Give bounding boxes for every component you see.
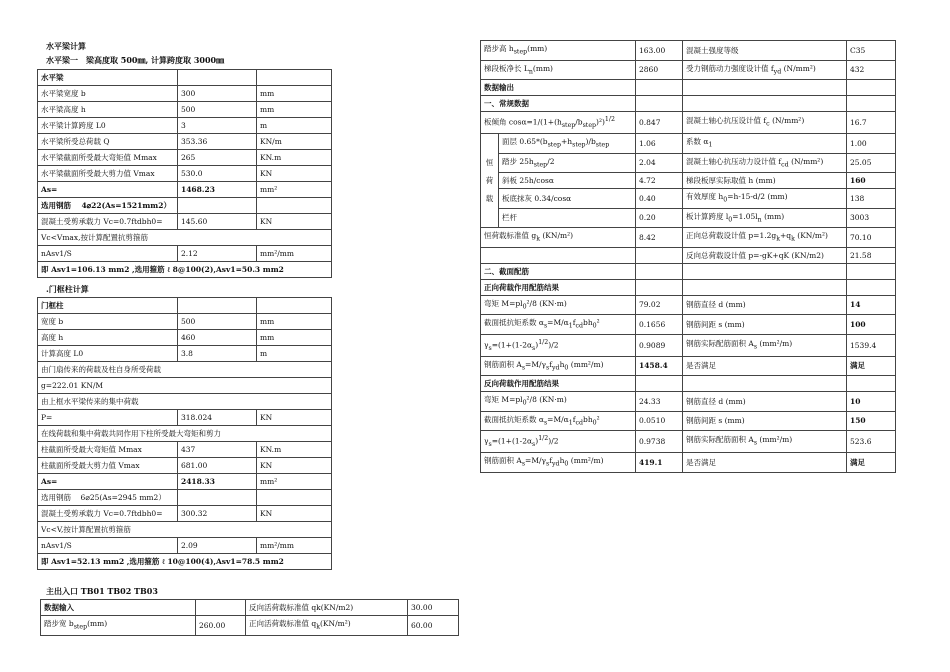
table-row — [38, 410, 332, 426]
table-cell: $\gamma_s=(1+(1-2\alpha_s)^{1/2})/2$ — [481, 431, 636, 453]
table-cell: 截面抵抗矩系数 $\alpha_s=M/\alpha_1f_{cd}bh_0^2$ — [481, 315, 636, 335]
table-cell: 钢筋实际配筋面积 $A_s$ (mm²/m) — [683, 431, 847, 453]
table-cell: mm² — [257, 474, 332, 490]
table-row — [38, 458, 332, 474]
table-cell: 10 — [847, 392, 896, 412]
column-table — [37, 297, 332, 570]
table-cell: 460 — [178, 330, 257, 346]
table-cell: 水平梁高度 h — [38, 102, 178, 118]
table-cell: 板底抹灰 0.34/cosα — [499, 189, 636, 209]
combo-note: 在线荷载和集中荷载共同作用下柱所受最大弯矩和剪力 — [38, 426, 332, 442]
table-cell: 计算高度 L0 — [38, 346, 178, 362]
beam-note: Vc<Vmax,按计算配置抗剪箍筋 — [38, 230, 332, 246]
section-2: 二、截面配筋 — [481, 263, 636, 279]
table-cell: KN — [257, 458, 332, 474]
table-cell — [178, 490, 257, 506]
table-row — [481, 189, 896, 209]
table-cell: 523.6 — [847, 431, 896, 453]
table-cell: KN — [257, 166, 332, 182]
table-cell: 栏杆 — [499, 208, 636, 228]
table-cell: 163.00 — [636, 41, 683, 61]
table-cell: 70.10 — [847, 228, 896, 248]
input-header: 数据输入 — [41, 600, 196, 616]
table-cell: 0.1656 — [636, 315, 683, 335]
table-cell: 反向总荷载设计值 p=-gK+qK (KN/m2) — [683, 247, 847, 263]
table-cell: 79.02 — [636, 295, 683, 315]
table-cell: 30.00 — [408, 600, 459, 616]
table-cell: m — [257, 118, 332, 134]
load-note-1: 由门扇传来的荷载及柱自身所受荷载 — [38, 362, 332, 378]
table-row — [38, 474, 332, 490]
table-cell — [847, 80, 896, 96]
table-cell: 水平梁截面所受最大弯矩值 Mmax — [38, 150, 178, 166]
table-row — [38, 538, 332, 554]
table-cell: KN.m — [257, 442, 332, 458]
table-cell — [636, 279, 683, 295]
steel-row — [38, 198, 332, 214]
table-cell: As= — [38, 474, 178, 490]
steel-label: 选用钢筋 — [41, 493, 71, 502]
table-row — [481, 295, 896, 315]
table-cell: 0.0510 — [636, 411, 683, 431]
table-cell: 弯矩 $M=pl_0^2/8$ (KN·m) — [481, 295, 636, 315]
table-cell: 钢筋直径 d (mm) — [683, 392, 847, 412]
table-cell: As= — [38, 182, 178, 198]
table-cell — [178, 198, 257, 214]
column-note: Vc<V,按计算配置抗剪箍筋 — [38, 522, 332, 538]
table-cell: 踏步 $25h_{step}/2$ — [499, 153, 636, 173]
table-cell: mm² — [257, 182, 332, 198]
table-cell: 432 — [847, 60, 896, 80]
table-cell: 踏步宽 $b_{step}(mm)$ — [41, 616, 196, 636]
table-cell: 水平梁宽度 b — [38, 86, 178, 102]
table-cell: 钢筋面积 $A_s=M/\gamma_sf_{yd}h_0$ (mm²/m) — [481, 356, 636, 376]
table-cell: KN/m — [257, 134, 332, 150]
table-cell: mm²/mm — [257, 246, 332, 262]
table-cell: 2.04 — [636, 153, 683, 173]
table-cell: 钢筋实际配筋面积 $A_s$ (mm²/m) — [683, 334, 847, 356]
table-cell: mm — [257, 102, 332, 118]
table-cell: 有效厚度 $h_0=h-15-d/2$ (mm) — [683, 189, 847, 209]
table-cell: KN — [257, 214, 332, 230]
table-cell: 柱截面所受最大剪力值 Vmax — [38, 458, 178, 474]
table-cell: 反向活荷载标准值 qk(KN/m2) — [246, 600, 408, 616]
table-cell: mm — [257, 330, 332, 346]
table-row — [481, 453, 896, 473]
table-cell: 145.60 — [178, 214, 257, 230]
table-row — [38, 182, 332, 198]
table-cell: 正向活荷载标准值 $q_k(KN/m^2)$ — [246, 616, 408, 636]
table-cell: 100 — [847, 315, 896, 335]
table-row — [481, 134, 896, 154]
table-row — [481, 431, 896, 453]
table-row — [481, 356, 896, 376]
table-cell: 530.0 — [178, 166, 257, 182]
table-cell: 梯段板净长 $L_n(mm)$ — [481, 60, 636, 80]
table-cell: 是否满足 — [683, 356, 847, 376]
steel-value: 6⌀25(As=2945 mm2） — [80, 493, 166, 502]
table-cell: 是否满足 — [683, 453, 847, 473]
table-cell: 混凝土受剪承载力 Vc=0.7ftdbh0= — [38, 506, 178, 522]
column-title: .门框柱计算 — [46, 284, 89, 294]
table-cell — [257, 70, 332, 86]
load-value-1: g=222.01 KN/M — [38, 378, 332, 394]
table-cell: 混凝土轴心抗压动力设计值 $f_{cd}$ (N/mm²) — [683, 153, 847, 173]
beam-header: 水平梁 — [38, 70, 178, 86]
table-cell: 受力钢筋动力强度设计值 $f_{yd}$ (N/mm²) — [683, 60, 847, 80]
table-cell: 25.05 — [847, 153, 896, 173]
table-cell: 梯段板厚实际取值 h (mm) — [683, 173, 847, 189]
table-cell: nAsv1/S — [38, 246, 178, 262]
table-cell: P= — [38, 410, 178, 426]
table-cell: C35 — [847, 41, 896, 61]
steel-value: 4⌀22(As=1521mm2） — [81, 201, 171, 210]
table-cell: 0.40 — [636, 189, 683, 209]
table-cell: mm²/mm — [257, 538, 332, 554]
output-header: 数据输出 — [481, 80, 636, 96]
table-cell: 板倾角 $\cos\alpha=1/(1+(h_{step}/b_{step})^2)^{1/2}$ — [481, 112, 636, 134]
table-cell: 265 — [178, 150, 257, 166]
table-row — [481, 208, 896, 228]
table-cell — [847, 263, 896, 279]
table-cell: 钢筋面积 $A_s=M/\gamma_sf_{yd}h_0$ (mm²/m) — [481, 453, 636, 473]
table-cell: 21.58 — [847, 247, 896, 263]
table-cell — [636, 376, 683, 392]
table-cell: 2.09 — [178, 538, 257, 554]
table-cell — [481, 247, 636, 263]
table-cell: 钢筋间距 s (mm) — [683, 315, 847, 335]
table-row — [481, 41, 896, 61]
table-cell — [636, 96, 683, 112]
table-row — [481, 411, 896, 431]
table-cell: 318.024 — [178, 410, 257, 426]
table-cell — [178, 298, 257, 314]
table-cell: mm — [257, 86, 332, 102]
table-row — [38, 86, 332, 102]
table-cell — [257, 490, 332, 506]
table-row — [38, 166, 332, 182]
table-cell: 300.32 — [178, 506, 257, 522]
table-row — [481, 315, 896, 335]
stair-title: 主出入口 TB01 TB02 TB03 — [46, 586, 158, 596]
table-cell: KN — [257, 410, 332, 426]
table-cell: 419.1 — [636, 453, 683, 473]
table-cell: 1468.23 — [178, 182, 257, 198]
table-cell: 1458.4 — [636, 356, 683, 376]
table-row — [481, 334, 896, 356]
column-header: 门框柱 — [38, 298, 178, 314]
table-cell: 0.9738 — [636, 431, 683, 453]
table-cell: 满足 — [847, 453, 896, 473]
table-row — [481, 247, 896, 263]
table-cell: 踏步高 $h_{step}(mm)$ — [481, 41, 636, 61]
table-cell: 260.00 — [196, 616, 246, 636]
table-cell: 150 — [847, 411, 896, 431]
table-cell: 300 — [178, 86, 257, 102]
table-cell: 24.33 — [636, 392, 683, 412]
table-cell: 16.7 — [847, 112, 896, 134]
table-row — [41, 600, 459, 616]
table-cell: 面层 $0.65*(b_{step}+h_{step})/b_{step}$ — [499, 134, 636, 154]
table-cell: KN — [257, 506, 332, 522]
table-cell — [178, 70, 257, 86]
table-cell: 弯矩 $M=pl_0^2/8$ (KN·m) — [481, 392, 636, 412]
table-cell: 混凝土受剪承载力 Vc=0.7ftdbh0= — [38, 214, 178, 230]
table-cell: 混凝土强度等级 — [683, 41, 847, 61]
table-cell: 1.06 — [636, 134, 683, 154]
steel-label: 选用钢筋 — [41, 201, 71, 210]
table-cell: 681.00 — [178, 458, 257, 474]
table-cell: 353.36 — [178, 134, 257, 150]
positive-load-header: 正向荷载作用配筋结果 — [481, 279, 636, 295]
table-row — [38, 134, 332, 150]
table-cell: KN.m — [257, 150, 332, 166]
beam-table — [37, 69, 332, 278]
table-row — [38, 314, 332, 330]
table-row — [481, 228, 896, 248]
table-cell: 500 — [178, 314, 257, 330]
table-cell — [683, 279, 847, 295]
beam-title: 水平梁计算 — [46, 41, 86, 51]
table-row — [481, 153, 896, 173]
table-cell: 2.12 — [178, 246, 257, 262]
negative-load-header: 反向荷载作用配筋结果 — [481, 376, 636, 392]
table-cell — [683, 80, 847, 96]
table-cell: 满足 — [847, 356, 896, 376]
table-cell: 混凝土轴心抗压设计值 $f_c$ (N/mm²) — [683, 112, 847, 134]
table-cell: 8.42 — [636, 228, 683, 248]
table-cell: 3.8 — [178, 346, 257, 362]
table-row — [38, 118, 332, 134]
table-row — [38, 346, 332, 362]
table-cell: 3003 — [847, 208, 896, 228]
table-cell — [257, 198, 332, 214]
table-cell — [636, 263, 683, 279]
table-cell: 柱截面所受最大弯矩值 Mmax — [38, 442, 178, 458]
table-row — [38, 442, 332, 458]
table-cell: 1539.4 — [847, 334, 896, 356]
table-cell: 系数 $\alpha_1$ — [683, 134, 847, 154]
table-cell: nAsv1/S — [38, 538, 178, 554]
table-cell: 水平梁截面所受最大剪力值 Vmax — [38, 166, 178, 182]
table-row — [38, 506, 332, 522]
table-cell — [847, 96, 896, 112]
section-1: 一、常规数据 — [481, 96, 636, 112]
table-cell — [636, 247, 683, 263]
table-cell: 2418.33 — [178, 474, 257, 490]
table-cell: 3 — [178, 118, 257, 134]
stair-output-table — [480, 40, 896, 473]
table-cell — [196, 600, 246, 616]
table-row — [481, 173, 896, 189]
table-row — [481, 392, 896, 412]
table-cell: 2860 — [636, 60, 683, 80]
table-cell — [683, 263, 847, 279]
table-cell: 160 — [847, 173, 896, 189]
table-row — [481, 112, 896, 134]
table-cell: 0.847 — [636, 112, 683, 134]
table-cell: m — [257, 346, 332, 362]
table-cell: 高度 h — [38, 330, 178, 346]
table-cell: 正向总荷载设计值 $p=1.2g_k+q_k$ (KN/m²) — [683, 228, 847, 248]
table-row — [41, 616, 459, 636]
table-cell — [636, 80, 683, 96]
load-note-2: 由上框水平梁传来的集中荷载 — [38, 394, 332, 410]
beam-result: 即 Asv1=106.13 mm2 ,选用箍筋 ℓ 8@100(2),Asv1=50.3 mm2 — [38, 262, 332, 278]
table-cell: 437 — [178, 442, 257, 458]
table-cell: 1.00 — [847, 134, 896, 154]
table-cell: 板计算跨度 $l_0=1.05l_n$ (mm) — [683, 208, 847, 228]
table-cell: 恒荷载标准值 $g_k$ (KN/m²) — [481, 228, 636, 248]
beam-subtitle: 水平梁一 梁高度取 500㎜, 计算跨度取 3000㎜ — [46, 55, 225, 65]
table-cell — [38, 490, 178, 506]
table-row — [38, 102, 332, 118]
table-row — [38, 214, 332, 230]
table-cell: 宽度 b — [38, 314, 178, 330]
steel-row — [38, 490, 332, 506]
table-row — [38, 246, 332, 262]
table-cell: mm — [257, 314, 332, 330]
table-cell: 4.72 — [636, 173, 683, 189]
table-cell — [683, 376, 847, 392]
table-cell — [38, 198, 178, 214]
table-cell — [257, 298, 332, 314]
table-cell: 138 — [847, 189, 896, 209]
stair-input-table — [40, 599, 459, 636]
table-row — [38, 330, 332, 346]
table-cell: 钢筋间距 s (mm) — [683, 411, 847, 431]
table-cell: 水平梁所受总荷载 Q — [38, 134, 178, 150]
table-cell: 500 — [178, 102, 257, 118]
table-cell: 0.20 — [636, 208, 683, 228]
table-cell — [847, 376, 896, 392]
table-cell: 60.00 — [408, 616, 459, 636]
table-cell: 斜板 25h/cosα — [499, 173, 636, 189]
table-cell: 14 — [847, 295, 896, 315]
table-cell — [683, 96, 847, 112]
table-cell: $\gamma_s=(1+(1-2\alpha_s)^{1/2})/2$ — [481, 334, 636, 356]
table-cell: 0.9089 — [636, 334, 683, 356]
dead-load-group-label: 恒 荷 载 — [481, 134, 499, 228]
table-cell: 钢筋直径 d (mm) — [683, 295, 847, 315]
table-cell: 水平梁计算跨度 L0 — [38, 118, 178, 134]
column-result: 即 Asv1=52.13 mm2 ,选用箍筋 ℓ 10@100(4),Asv1=78.5 mm2 — [38, 554, 332, 570]
table-cell: 截面抵抗矩系数 $\alpha_s=M/\alpha_1f_{cd}bh_0^2$ — [481, 411, 636, 431]
table-row — [38, 150, 332, 166]
table-cell — [847, 279, 896, 295]
table-row — [481, 60, 896, 80]
